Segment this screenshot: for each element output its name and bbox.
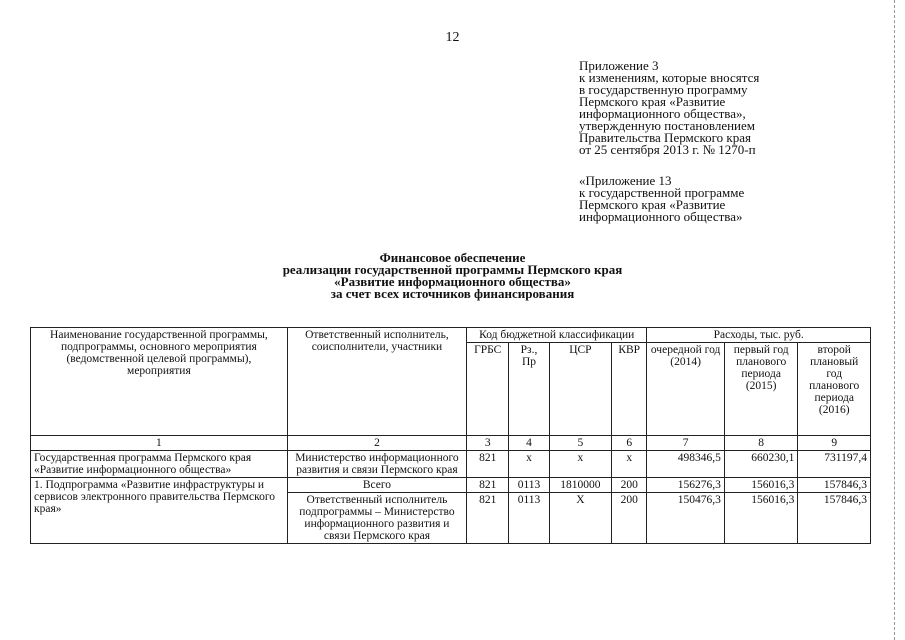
appendix-line: «Приложение 13: [579, 173, 672, 188]
row-rz-pr: 0113: [509, 493, 549, 544]
appendix-line: от 25 сентября 2013 г. № 1270-п: [579, 142, 756, 157]
appendix-line: Правительства Пермского края: [579, 130, 751, 145]
column-number-row: [31, 436, 871, 451]
row-executor: Ответственный исполнитель подпрограммы – Министерство информационного развития и связи Пермского края: [287, 493, 466, 544]
row-2015: 660230,1: [724, 451, 798, 478]
header-csr: ЦСР: [549, 343, 611, 436]
appendix-line: Пермского края «Развитие: [579, 94, 726, 109]
page-number: 12: [445, 30, 460, 45]
header-2014: очередной год (2014): [647, 343, 725, 436]
col-number: 2: [287, 436, 466, 451]
header-rz-pr: Рз., Пр: [509, 343, 549, 436]
row-kvr: 200: [612, 478, 647, 493]
col-number: 3: [467, 436, 509, 451]
table-row: [31, 451, 871, 478]
appendix-line: информационного общества»: [579, 209, 743, 224]
document-title: [0, 252, 905, 300]
row-2015: 156016,3: [724, 493, 798, 544]
row-rz-pr: х: [509, 451, 549, 478]
header-name: Наименование государственной программы, подпрограммы, основного мероприятия (ведомственной целевой программы), мероприятия: [31, 328, 288, 436]
row-2015: 156016,3: [724, 478, 798, 493]
row-2014: 156276,3: [647, 478, 725, 493]
header-executor: Ответственный исполнитель, соисполнители, участники: [287, 328, 466, 436]
row-kvr: х: [612, 451, 647, 478]
title-line: «Развитие информационного общества»: [334, 274, 571, 289]
row-csr: 1810000: [549, 478, 611, 493]
financing-table: [30, 327, 871, 544]
row-kvr: 200: [612, 493, 647, 544]
row-2014: 150476,3: [647, 493, 725, 544]
appendix-13-block: [579, 175, 744, 223]
title-line: Финансовое обеспечение: [379, 250, 526, 265]
page-edge-divider: [894, 0, 895, 640]
row-2016: 157846,3: [798, 478, 871, 493]
title-line: за счет всех источников финансирования: [330, 286, 575, 301]
row-rz-pr: 0113: [509, 478, 549, 493]
col-number: 5: [549, 436, 611, 451]
appendix-line: Приложение 3: [579, 58, 659, 73]
appendix-line: в государственную программу: [579, 82, 748, 97]
col-number: 7: [647, 436, 725, 451]
row-csr: х: [549, 451, 611, 478]
appendix-line: утвержденную постановлением: [579, 118, 756, 133]
appendix-line: Пермского края «Развитие: [579, 197, 726, 212]
appendix-3-block: [579, 60, 759, 156]
col-number: 4: [509, 436, 549, 451]
header-row: [31, 328, 871, 343]
row-grbs: 821: [467, 478, 509, 493]
row-executor: Всего: [287, 478, 466, 493]
header-2015: первый год планового периода (2015): [724, 343, 798, 436]
row-2014: 498346,5: [647, 451, 725, 478]
row-2016: 731197,4: [798, 451, 871, 478]
header-grbs: ГРБС: [467, 343, 509, 436]
row-2016: 157846,3: [798, 493, 871, 544]
col-number: 1: [31, 436, 288, 451]
appendix-line: к государственной программе: [579, 185, 745, 200]
row-name: 1. Подпрограмма «Развитие инфраструктуры и сервисов электронного правительства Пермского края»: [31, 478, 288, 544]
appendix-line: информационного общества»,: [579, 106, 746, 121]
col-number: 8: [724, 436, 798, 451]
title-line: реализации государственной программы Пермского края: [282, 262, 623, 277]
row-grbs: 821: [467, 493, 509, 544]
col-number: 9: [798, 436, 871, 451]
table-row: [31, 478, 871, 493]
appendix-line: к изменениям, которые вносятся: [579, 70, 760, 85]
row-name: Государственная программа Пермского края «Развитие информационного общества»: [31, 451, 288, 478]
row-csr: Х: [549, 493, 611, 544]
col-number: 6: [612, 436, 647, 451]
header-budget-code: Код бюджетной классификации: [467, 328, 647, 343]
header-kvr: КВР: [612, 343, 647, 436]
row-executor: Министерство информационного развития и связи Пермского края: [287, 451, 466, 478]
row-grbs: 821: [467, 451, 509, 478]
header-2016: второй плановый год планового периода (2016): [798, 343, 871, 436]
header-expenses: Расходы, тыс. руб.: [647, 328, 871, 343]
